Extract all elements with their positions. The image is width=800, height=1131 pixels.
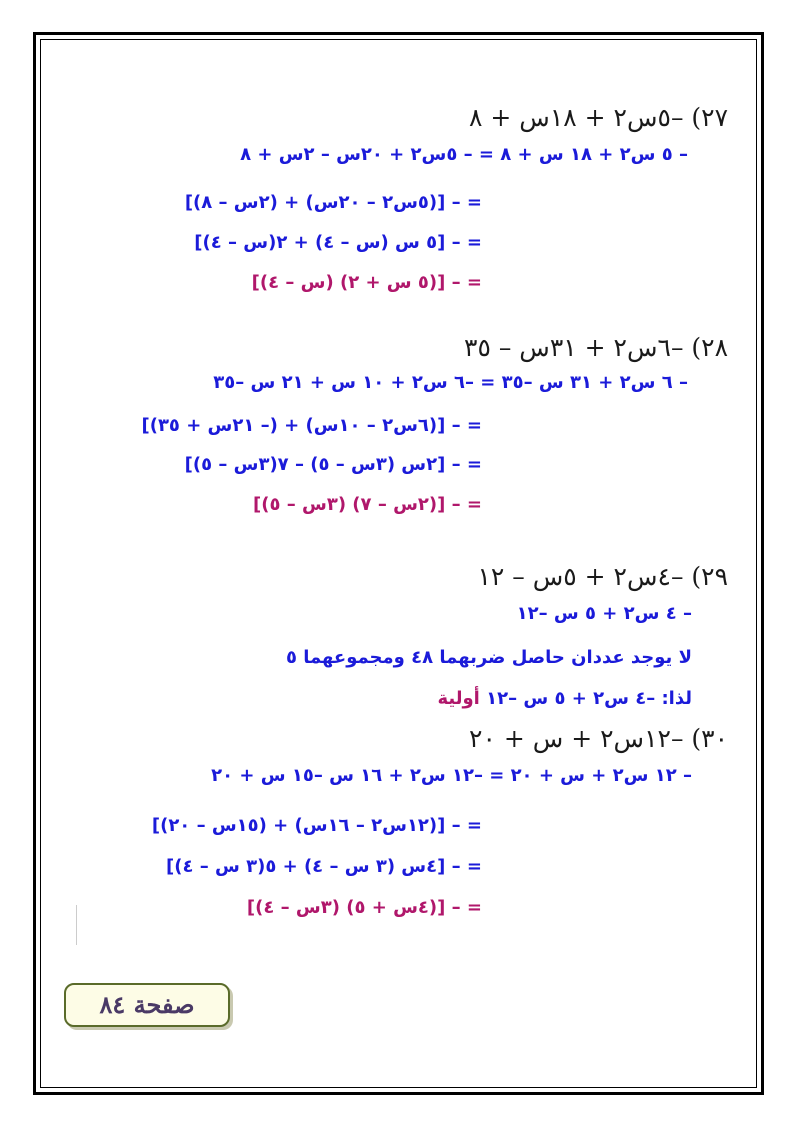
- problem-30-statement: ٣٠) –١٢س٢ + س + ٢٠: [469, 724, 728, 753]
- problem-30-step-2: = – [(١٢س٢ – ١٦س) + (١٥س – ٢٠)]: [151, 815, 482, 836]
- problem-29-conclusion: [437, 688, 692, 709]
- scan-mark: [76, 905, 77, 945]
- problem-28-step-1: – ٦ س٢ + ٣١ س –٣٥ = –٦ س٢ + ١٠ س + ٢١ س –٣٥: [213, 372, 688, 393]
- problem-29-prime-word: أولية: [437, 688, 480, 709]
- page-number-badge: [64, 983, 230, 1027]
- problem-27-statement: ٢٧) –٥س٢ + ١٨س + ٨: [469, 103, 728, 132]
- problem-29-statement: ٢٩) –٤س٢ + ٥س – ١٢: [477, 562, 728, 591]
- page-number-label: صفحة ٨٤: [99, 990, 195, 1019]
- problem-27-step-3: = – [٥ س (س – ٤) + ٢(س – ٤)]: [194, 232, 482, 253]
- problem-27-final: = – [(٥ س + ٢) (س – ٤)]: [251, 272, 482, 293]
- problem-29-conclusion-text: لذا: –٤ س٢ + ٥ س –١٢: [486, 688, 692, 709]
- problem-28-final: = – [(٢س – ٧) (٣س – ٥)]: [252, 494, 482, 515]
- problem-28-statement: ٢٨) –٦س٢ + ٣١س – ٣٥: [464, 333, 728, 362]
- problem-30-step-1: – ١٢ س٢ + س + ٢٠ = –١٢ س٢ + ١٦ س –١٥ س + ٢٠: [211, 765, 692, 786]
- problem-27-step-2: = – [(٥س٢ – ٢٠س) + (٢س – ٨)]: [184, 192, 482, 213]
- problem-29-step-1: – ٤ س٢ + ٥ س –١٢: [516, 603, 692, 624]
- problem-30-step-3: = – [٤س (٣ س – ٤) + ٥(٣ س – ٤)]: [166, 856, 482, 877]
- problem-28-step-3: = – [٢س (٣س – ٥) – ٧(٣س – ٥)]: [184, 454, 482, 475]
- problem-27-step-1: – ٥ س٢ + ١٨ س + ٨ = – ٥س٢ + ٢٠س – ٢س + ٨: [240, 144, 688, 165]
- problem-30-final: = – [(٤س + ٥) (٣س – ٤)]: [246, 897, 482, 918]
- problem-28-step-2: = – [(٦س٢ – ١٠س) + (– ٢١س + ٣٥)]: [141, 415, 482, 436]
- problem-29-note: لا يوجد عددان حاصل ضربهما ٤٨ ومجموعهما ٥: [285, 647, 692, 668]
